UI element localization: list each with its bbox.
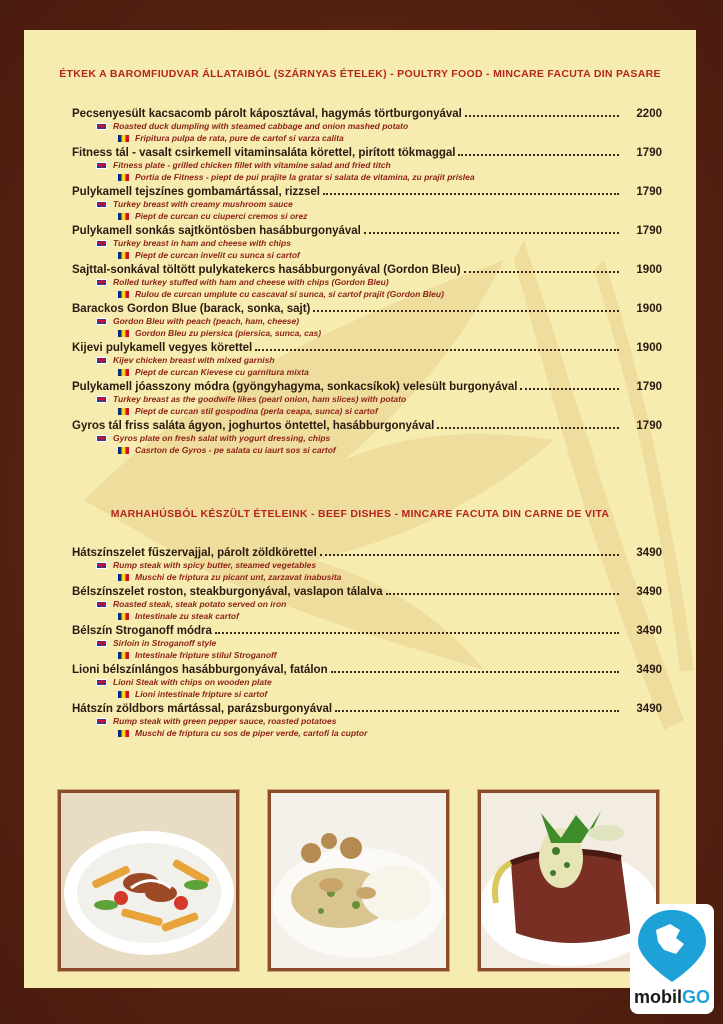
dish-name: Kijevi pulykamell vegyes körettel	[72, 342, 253, 354]
english-translation: Gyros plate on fresh salat with yogurt dressing, chips	[113, 433, 331, 443]
menu-page	[24, 30, 696, 988]
romania-flag-icon	[118, 369, 129, 376]
menu-item	[72, 222, 662, 261]
romanian-translation: Portia de Fitness - piept de pui prajite la gratar si salata de vitamina, zu prajit prislea	[135, 172, 475, 182]
romanian-translation: Intestinale fripture stilul Stroganoff	[135, 650, 277, 660]
english-translation: Fitness plate - grilled chicken fillet with vitamine salad and fried titch	[113, 160, 391, 170]
dish-price: 3490	[636, 547, 662, 559]
dish-name: Bélszín Stroganoff módra	[72, 625, 212, 637]
menu-item	[72, 183, 662, 222]
uk-flag-icon	[96, 279, 107, 286]
dish-name: Sajttal-sonkával töltött pulykatekercs hasábburgonyával (Gordon Bleu)	[72, 264, 461, 276]
english-translation: Turkey breast in ham and cheese with chips	[113, 238, 291, 248]
dish-name: Pulykamell sonkás sajtköntösben hasábburgonyával	[72, 225, 361, 237]
menu-item	[72, 583, 662, 622]
menu-item	[72, 105, 662, 144]
menu-item	[72, 339, 662, 378]
romanian-translation: Muschi de friptura zu picant unt, zarzavat inabusita	[135, 572, 342, 582]
english-translation: Rolled turkey stuffed with ham and cheese with chips (Gordon Bleu)	[113, 277, 389, 287]
dish-price: 1790	[636, 420, 662, 432]
dish-name: Lioni bélszínlángos hasábburgonyával, fatálon	[72, 664, 328, 676]
dish-price: 3490	[636, 625, 662, 637]
dish-price: 3490	[636, 664, 662, 676]
romanian-translation: Muschi de friptura cu sos de piper verde, cartofi la cuptor	[135, 728, 368, 738]
dish-name: Fitness tál - vasalt csirkemell vitaminsaláta körettel, pirított tökmaggal	[72, 147, 456, 159]
romanian-translation: Piept de curcan invelit cu sunca si cartof	[135, 250, 300, 260]
uk-flag-icon	[96, 240, 107, 247]
dish-price: 3490	[636, 703, 662, 715]
uk-flag-icon	[96, 640, 107, 647]
romania-flag-icon	[118, 213, 129, 220]
romania-flag-icon	[118, 174, 129, 181]
romanian-translation: Rulou de curcan umplute cu cascaval si sunca, si cartof prajit (Gordon Bleu)	[135, 289, 444, 299]
pin-map-icon	[630, 904, 714, 984]
turkey-mushroom-rice-photo	[268, 790, 449, 971]
uk-flag-icon	[96, 357, 107, 364]
menu-item	[72, 144, 662, 183]
romania-flag-icon	[118, 652, 129, 659]
english-translation: Sirloin in Stroganoff style	[113, 638, 217, 648]
romanian-translation: Fripitura pulpa de rata, pure de cartof si varza calita	[135, 133, 344, 143]
romanian-translation: Piept de curcan Kievese cu garnitura mixta	[135, 367, 309, 377]
dish-name: Hátszín zöldbors mártással, parázsburgonyával	[72, 703, 333, 715]
dish-name: Hátszínszelet fűszervajjal, párolt zöldkörettel	[72, 547, 317, 559]
uk-flag-icon	[96, 718, 107, 725]
romania-flag-icon	[118, 691, 129, 698]
english-translation: Lioni Steak with chips on wooden plate	[113, 677, 272, 687]
uk-flag-icon	[96, 435, 107, 442]
english-translation: Rump steak with green pepper sauce, roasted potatoes	[113, 716, 337, 726]
dish-name: Bélszínszelet roston, steakburgonyával, vaslapon tálalva	[72, 586, 383, 598]
dish-price: 1900	[636, 303, 662, 315]
english-translation: Roasted steak, steak potato served on iron	[113, 599, 287, 609]
poultry-items	[72, 105, 662, 456]
beef-items	[72, 544, 662, 739]
dish-price: 3490	[636, 586, 662, 598]
romanian-translation: Piept de curcan stil gospodina (perla ceapa, sunca) si cartof	[135, 406, 378, 416]
dish-price: 1790	[636, 186, 662, 198]
uk-flag-icon	[96, 679, 107, 686]
english-translation: Turkey breast as the goodwife likes (pearl onion, ham slices) with potato	[113, 394, 407, 404]
dish-name: Barackos Gordon Blue (barack, sonka, sajt)	[72, 303, 311, 315]
dish-price: 1790	[636, 147, 662, 159]
section-title-beef: MARHAHÚSBÓL KÉSZÜLT ÉTELEINK - BEEF DISHES - MINCARE FACUTA DIN CARNE DE VITA	[110, 508, 610, 520]
menu-item	[72, 378, 662, 417]
english-translation: Turkey breast with creamy mushroom sauce	[113, 199, 293, 209]
romania-flag-icon	[118, 408, 129, 415]
uk-flag-icon	[96, 318, 107, 325]
dish-name: Pulykamell tejszínes gombamártással, rizzsel	[72, 186, 321, 198]
romania-flag-icon	[118, 447, 129, 454]
uk-flag-icon	[96, 123, 107, 130]
english-translation: Roasted duck dumpling with steamed cabbage and onion mashed potato	[113, 121, 409, 131]
uk-flag-icon	[96, 562, 107, 569]
dish-name: Pulykamell jóasszony módra (gyöngyhagyma, sonkacsíkok) velesült burgonyával	[72, 381, 518, 393]
english-translation: Kijev chicken breast with mixed garnish	[113, 355, 275, 365]
dish-name: Gyros tál friss saláta ágyon, joghurtos öntettel, hasábburgonyával	[72, 420, 435, 432]
romania-flag-icon	[118, 291, 129, 298]
romanian-translation: Casrton de Gyros - pe salata cu iaurt sos si cartof	[135, 445, 336, 455]
menu-item	[72, 622, 662, 661]
gyros-photo	[58, 790, 239, 971]
uk-flag-icon	[96, 601, 107, 608]
dish-name: Pecsenyesült kacsacomb párolt káposztával, hagymás törtburgonyával	[72, 108, 462, 120]
romanian-translation: Lioni intestinale fripture si cartof	[135, 689, 268, 699]
romanian-translation: Gordon Bleu zu piersica (piersica, sunca, cas)	[135, 328, 322, 338]
romania-flag-icon	[118, 330, 129, 337]
section-title-poultry: ÉTKEK A BAROMFIUDVAR ÁLLATAIBÓL (SZÁRNYAS ÉTELEK) - POULTRY FOOD - MINCARE FACUTA DIN PASARE	[59, 68, 661, 80]
romanian-translation: Piept de curcan cu ciuperci cremos si orez	[135, 211, 308, 221]
uk-flag-icon	[96, 396, 107, 403]
romania-flag-icon	[118, 574, 129, 581]
menu-item	[72, 261, 662, 300]
uk-flag-icon	[96, 201, 107, 208]
menu-item	[72, 300, 662, 339]
romanian-translation: Intestinale zu steak cartof	[135, 611, 239, 621]
romania-flag-icon	[118, 730, 129, 737]
menu-item	[72, 700, 662, 739]
dish-price: 1900	[636, 264, 662, 276]
menu-item	[72, 661, 662, 700]
logo-text: mobilGO	[633, 987, 710, 1007]
mobilgo-logo	[630, 904, 714, 1014]
menu-item	[72, 544, 662, 583]
uk-flag-icon	[96, 162, 107, 169]
romania-flag-icon	[118, 252, 129, 259]
romania-flag-icon	[118, 135, 129, 142]
dish-price: 1900	[636, 342, 662, 354]
dish-price: 1790	[636, 381, 662, 393]
romania-flag-icon	[118, 613, 129, 620]
menu-item	[72, 417, 662, 456]
dish-price: 2200	[636, 108, 662, 120]
dish-price: 1790	[636, 225, 662, 237]
english-translation: Rump steak with spicy butter, steamed vegetables	[113, 560, 317, 570]
english-translation: Gordon Bleu with peach (peach, ham, cheese)	[113, 316, 300, 326]
